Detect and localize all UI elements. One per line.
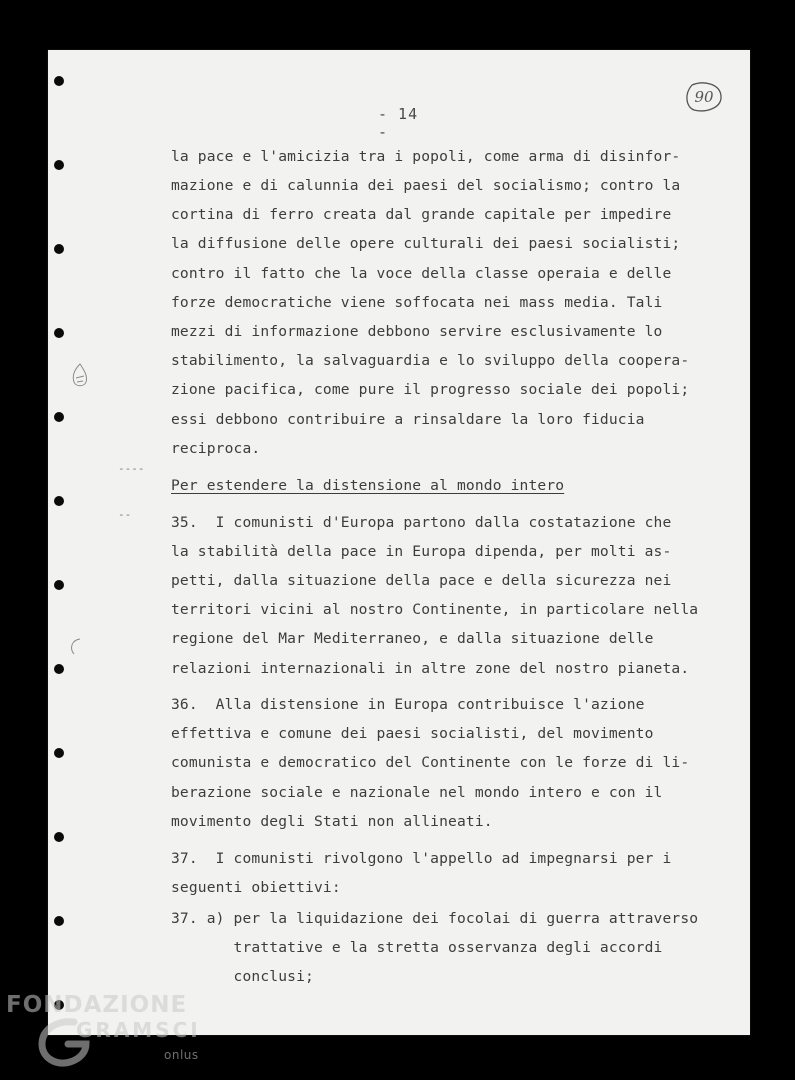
text-line: berazione sociale e nazionale nel mondo intero e con il bbox=[171, 784, 663, 801]
text-line: trattative e la stretta osservanza degli accordi bbox=[171, 939, 663, 956]
text-line: contro il fatto che la voce della classe operaia e delle bbox=[171, 265, 672, 282]
punch-hole bbox=[54, 580, 64, 590]
svg-text:90: 90 bbox=[694, 88, 714, 106]
text-line: conclusi; bbox=[171, 968, 314, 985]
ink-smudge bbox=[68, 362, 92, 390]
text-line: relazioni internazionali in altre zone del nostro pianeta. bbox=[171, 660, 690, 677]
text-line: mezzi di informazione debbono servire esclusivamente lo bbox=[171, 323, 663, 340]
text-line: seguenti obiettivi: bbox=[171, 879, 341, 896]
margin-mark: -- bbox=[118, 508, 132, 521]
text-line: territori vicini al nostro Continente, in particolare nella bbox=[171, 601, 699, 618]
text-line: reciproca. bbox=[171, 440, 261, 457]
punch-hole bbox=[54, 244, 64, 254]
punch-hole bbox=[54, 832, 64, 842]
punch-hole bbox=[54, 328, 64, 338]
punch-hole bbox=[54, 160, 64, 170]
text-line: forze democratiche viene soffocata nei mass media. Tali bbox=[171, 294, 663, 311]
punch-hole bbox=[54, 496, 64, 506]
text-line: la stabilità della pace in Europa dipenda, per molti as- bbox=[171, 543, 672, 560]
text-line: zione pacifica, come pure il progresso sociale dei popoli; bbox=[171, 381, 690, 398]
text-line: 37. I comunisti rivolgono l'appello ad impegnarsi per i bbox=[171, 850, 672, 867]
text-line: stabilimento, la salvaguardia e lo sviluppo della coopera- bbox=[171, 352, 690, 369]
page-number: - 14 - bbox=[378, 105, 419, 141]
punch-hole bbox=[54, 664, 64, 674]
text-line: effettiva e comune dei paesi socialisti, del movimento bbox=[171, 725, 654, 742]
text-line: regione del Mar Mediterraneo, e dalla situazione delle bbox=[171, 630, 654, 647]
text-line: petti, dalla situazione della pace e della sicurezza nei bbox=[171, 572, 672, 589]
text-line: 35. I comunisti d'Europa partono dalla costatazione che bbox=[171, 514, 672, 531]
ink-smudge bbox=[66, 636, 88, 658]
margin-mark: ---- bbox=[118, 462, 145, 475]
punch-hole bbox=[54, 76, 64, 86]
text-line: 36. Alla distensione in Europa contribuisce l'azione bbox=[171, 696, 645, 713]
punch-hole bbox=[54, 412, 64, 422]
text-line: movimento degli Stati non allineati. bbox=[171, 813, 493, 830]
text-line: la pace e l'amicizia tra i popoli, come arma di disinfor- bbox=[171, 148, 681, 165]
section-heading: Per estendere la distensione al mondo intero bbox=[171, 477, 565, 494]
text-line: mazione e di calunnia dei paesi del socialismo; contro la bbox=[171, 177, 681, 194]
text-line: 37. a) per la liquidazione dei focolai di guerra attraverso bbox=[171, 910, 699, 927]
watermark: FONDAZIONE GRAMSCI onlus bbox=[6, 992, 206, 1072]
folio-number bbox=[684, 80, 724, 114]
text-line: comunista e democratico del Continente con le forze di li- bbox=[171, 754, 690, 771]
text-line: cortina di ferro creata dal grande capitale per impedire bbox=[171, 206, 672, 223]
punch-hole bbox=[54, 916, 64, 926]
text-line: la diffusione delle opere culturali dei paesi socialisti; bbox=[171, 235, 681, 252]
text-line: essi debbono contribuire a rinsaldare la loro fiducia bbox=[171, 411, 645, 428]
punch-hole bbox=[54, 748, 64, 758]
